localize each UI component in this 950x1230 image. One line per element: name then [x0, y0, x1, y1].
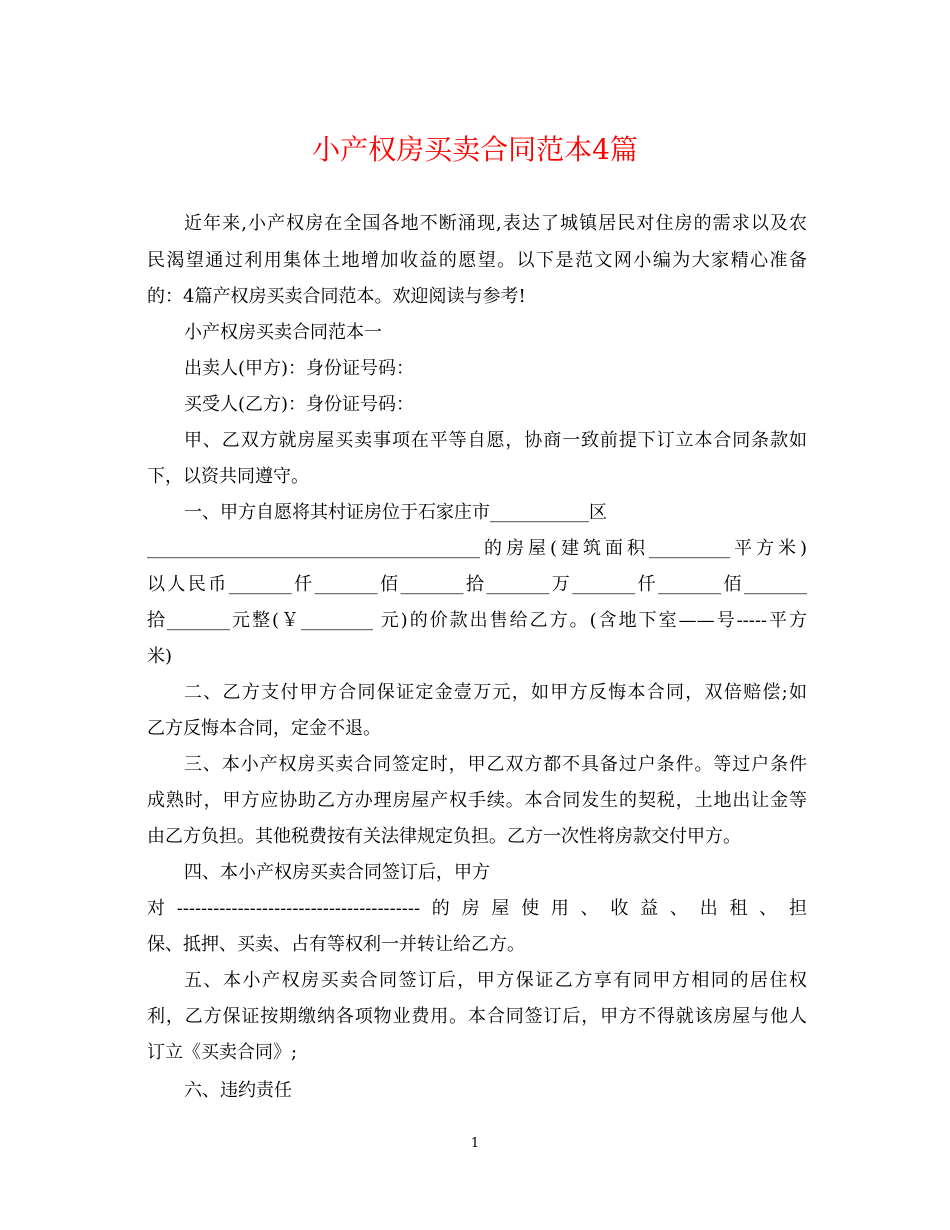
intro-line: 近年来,小产权房在全国各地不断涌现,表达了城镇居民对住房的需求以及农 — [184, 213, 807, 234]
section-heading: 六、违约责任 — [184, 1080, 292, 1101]
document-title: 小产权房买卖合同范本4篇 — [312, 133, 638, 166]
intro-line: 民渴望通过利用集体土地增加收益的愿望。以下是范文网小编为大家精心准备 — [147, 250, 807, 271]
clause-line: 四、本小产权房买卖合同签订后，甲方 — [184, 862, 490, 883]
buyer-line: 买受人(乙方)：身份证号码： — [184, 394, 415, 415]
clause-line: 由乙方负担。其他税费按有关法律规定负担。乙方一次性将房款交付甲方。 — [147, 826, 741, 847]
clause-line: 以人民币_______仟_______佰_______拾_______万_______仟_______佰_______ — [147, 574, 807, 595]
clause-line: 甲、乙双方就房屋买卖事项在平等自愿，协商一致前提下订立本合同条款如 — [184, 430, 807, 451]
clause-line: 保、抵押、买卖、占有等权利一并转让给乙方。 — [147, 934, 525, 955]
clause-line: 乙方反悔本合同，定金不退。 — [147, 718, 381, 739]
clause-line: 拾_______元整(￥________ 元)的价款出售给乙方。(含地下室——号-----平方 — [147, 610, 807, 631]
clause-line: 下，以资共同遵守。 — [147, 466, 309, 487]
clause-line: 订立《买卖合同》; — [147, 1042, 298, 1063]
page-number: 1 — [470, 1136, 480, 1151]
clause-line: 五、本小产权房买卖合同签订后，甲方保证乙方享有同甲方相同的居住权 — [184, 970, 807, 991]
clause-line: 利，乙方保证按期缴纳各项物业费用。本合同签订后，甲方不得就该房屋与他人 — [147, 1006, 807, 1027]
clause-line: 米) — [147, 646, 173, 667]
intro-line: 的：4篇产权房买卖合同范本。欢迎阅读与参考! — [147, 286, 526, 307]
seller-line: 出卖人(甲方)：身份证号码： — [184, 358, 415, 379]
clause-line: 三、本小产权房买卖合同签定时，甲乙双方都不具备过户条件。等过户条件 — [184, 754, 807, 775]
clause-line: 成熟时，甲方应协助乙方办理房屋产权手续。本合同发生的契税，土地出让金等 — [147, 790, 807, 811]
clause-line: 对----------------------------------------的房屋使用、收益、出租、担 — [147, 898, 807, 919]
clause-line: 一、甲方自愿将其村证房位于石家庄市___________区 — [184, 502, 607, 523]
clause-line: _____________________________________的房屋(建筑面积_________平方米) — [147, 538, 807, 559]
clause-line: 二、乙方支付甲方合同保证定金壹万元，如甲方反悔本合同，双倍赔偿;如 — [184, 682, 807, 703]
section-heading: 小产权房买卖合同范本一 — [184, 322, 382, 343]
